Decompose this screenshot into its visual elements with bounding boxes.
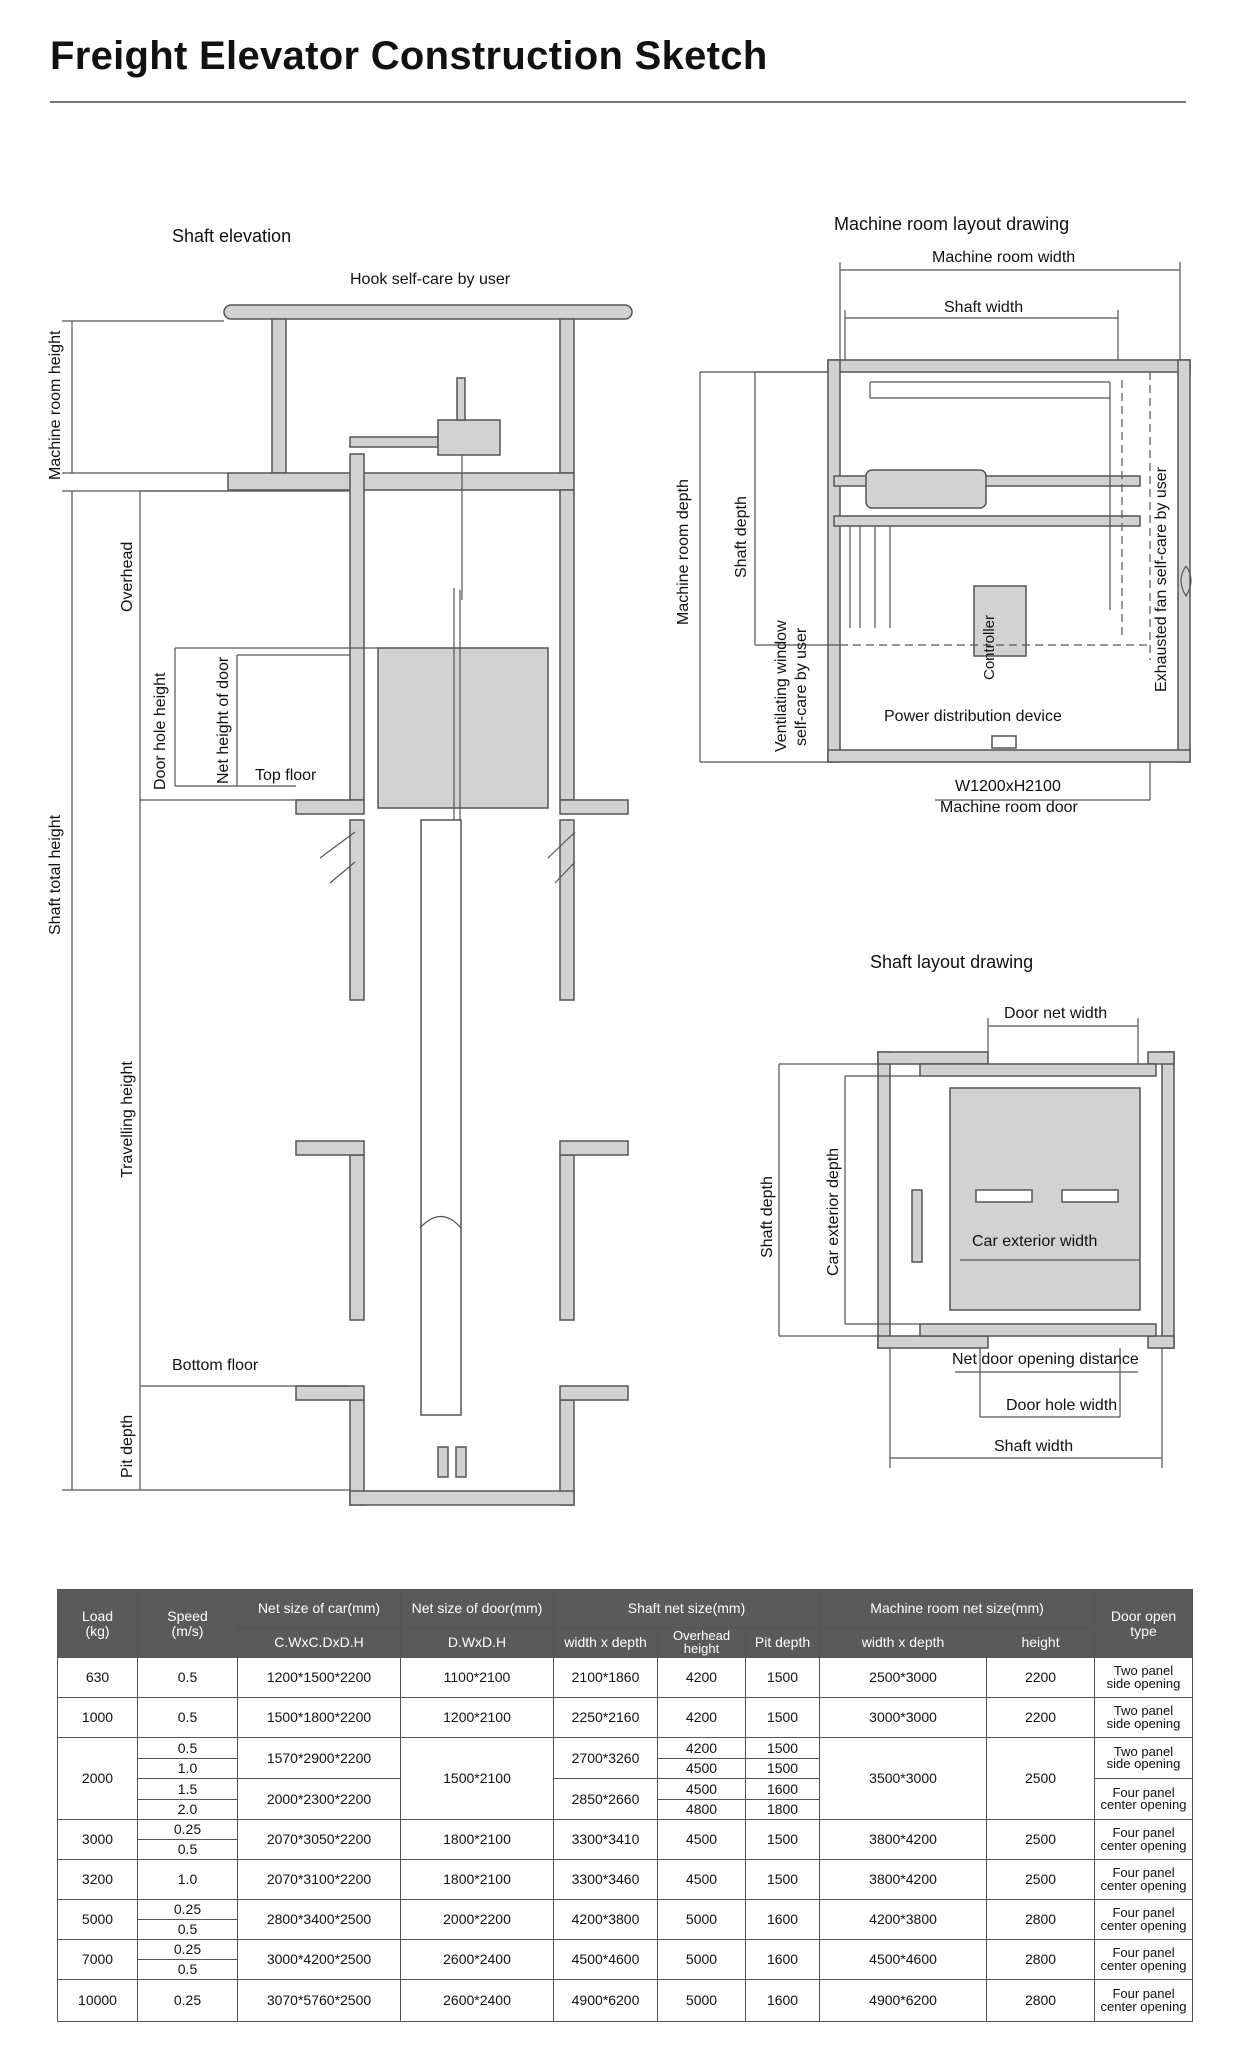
- shaft-layout-heading: Shaft layout drawing: [870, 952, 1034, 972]
- label-ventilating-window: Ventilating window: [773, 620, 790, 752]
- shaft-layout: [878, 1052, 1174, 1348]
- table-row: 630 0.5 1200*1500*2200 1100*2100 2100*1860 4200 1500 2500*3000 2200 Two panel side opening: [58, 1658, 1193, 1698]
- machine-room-layout: [828, 360, 1190, 762]
- sl-wall-left: [878, 1052, 890, 1348]
- sl-counterweight: [912, 1190, 922, 1262]
- label-door-size: W1200xH2100: [955, 778, 1061, 795]
- machine-room-wall-right: [560, 319, 574, 473]
- label-top-floor: Top floor: [255, 767, 317, 784]
- header-mr-height: height: [987, 1628, 1095, 1658]
- label-bottom-floor: Bottom floor: [172, 1357, 259, 1374]
- bottom-floor-slab-right: [560, 1386, 628, 1400]
- traction-machine-top: [866, 470, 986, 508]
- header-door-open: Door open type: [1095, 1590, 1193, 1658]
- top-floor-slab-left: [296, 800, 364, 814]
- table-row: 3000 0.25 2070*3050*2200 1800*2100 3300*3410 4500 1500 3800*4200 2500 Four panel center opening: [58, 1820, 1193, 1840]
- header-shaft-wd: width x depth: [554, 1628, 658, 1658]
- header-overhead: Overhead height: [658, 1628, 746, 1658]
- header-shaft-net: Shaft net size(mm): [554, 1590, 820, 1628]
- header-load: Load (kg): [58, 1590, 138, 1658]
- table-row: 5000 0.25 2800*3400*2500 2000*2200 4200*3800 5000 1600 4200*3800 2800 Four panel center opening: [58, 1900, 1193, 1920]
- table-row: 1.0 4500 1500: [58, 1759, 1193, 1779]
- shaft-elevation-lines: [62, 321, 575, 1490]
- counterweight-rail: [421, 820, 461, 1415]
- machine-room-wall-left: [272, 319, 286, 473]
- sl-handrail-left: [976, 1190, 1032, 1202]
- power-box: [992, 736, 1016, 748]
- header-door-sub: D.WxD.H: [401, 1628, 554, 1658]
- machine-room-floor: [228, 473, 574, 490]
- elevator-car: [378, 648, 548, 808]
- sl-wall-bottom-right: [1148, 1336, 1174, 1348]
- label-shaft-total-height: Shaft total height: [47, 814, 64, 935]
- traction-machine: [438, 420, 500, 455]
- header-pit-depth: Pit depth: [746, 1628, 820, 1658]
- sl-wall-top-right: [1148, 1052, 1174, 1064]
- mr-beam-lower: [834, 516, 1140, 526]
- label-machine-room-width: Machine room width: [932, 249, 1076, 266]
- label-mr-shaft-width: Shaft width: [944, 299, 1024, 316]
- shaft-wall-left-upper: [350, 454, 364, 800]
- label-mr-shaft-depth: Shaft depth: [733, 496, 750, 578]
- header-car-sub: C.WxC.DxD.H: [238, 1628, 401, 1658]
- table-row: 3200 1.0 2070*3100*2200 1800*2100 3300*3460 4500 1500 3800*4200 2500 Four panel center opening: [58, 1860, 1193, 1900]
- pit-floor: [350, 1491, 574, 1505]
- pit-wall-left: [350, 1400, 364, 1505]
- sl-handrail-right: [1062, 1190, 1118, 1202]
- label-net-height-of-door: Net height of door: [215, 656, 232, 784]
- table-row: 2.0 4800 1800: [58, 1800, 1193, 1820]
- shaft-elevation-heading: Shaft elevation: [172, 226, 292, 246]
- shaft-wall-left-lower: [350, 1155, 364, 1320]
- label-car-exterior-depth: Car exterior depth: [825, 1147, 842, 1276]
- mr-wall-bottom: [828, 750, 1190, 762]
- buffer-car: [438, 1447, 448, 1477]
- label-pit-depth: Pit depth: [119, 1414, 136, 1478]
- table-row: 0.5: [58, 1960, 1193, 1980]
- label-car-exterior-width: Car exterior width: [972, 1233, 1098, 1250]
- label-machine-room-height: Machine room height: [47, 330, 64, 480]
- spec-table: [57, 1589, 1193, 2022]
- label-power-distribution: Power distribution device: [884, 708, 1062, 725]
- shaft-wall-right-lower: [560, 1155, 574, 1320]
- shaft-wall-right-upper: [560, 490, 574, 800]
- label-door-net-width: Door net width: [1004, 1005, 1108, 1022]
- label-net-door-opening-distance: Net door opening distance: [952, 1351, 1139, 1368]
- buffer-counterweight: [456, 1447, 466, 1477]
- pit-wall-right: [560, 1400, 574, 1505]
- mr-wall-right: [1178, 360, 1190, 762]
- label-controller: Controller: [981, 614, 998, 680]
- label-overhead: Overhead: [119, 541, 136, 612]
- header-mr-wd: width x depth: [820, 1628, 987, 1658]
- mid-floor-slab-right: [560, 1141, 628, 1155]
- table-row: 1000 0.5 1500*1800*2200 1200*2100 2250*2160 4200 1500 3000*3000 2200 Two panel side opening: [58, 1698, 1193, 1738]
- sl-wall-bottom-left: [878, 1336, 988, 1348]
- machine-room-heading: Machine room layout drawing: [834, 214, 1070, 234]
- label-machine-room-door: Machine room door: [940, 799, 1078, 816]
- mid-floor-slab-left: [296, 1141, 364, 1155]
- label-door-hole-height: Door hole height: [152, 672, 169, 790]
- machine-beam: [350, 437, 438, 447]
- header-speed: Speed (m/s): [138, 1590, 238, 1658]
- header-machine-room-net: Machine room net size(mm): [820, 1590, 1095, 1628]
- mr-wall-left: [828, 360, 840, 762]
- label-sl-shaft-width: Shaft width: [994, 1438, 1074, 1455]
- shaft-wall-right-mid: [560, 820, 574, 1000]
- hook-bar: [457, 378, 465, 420]
- label-travelling-height: Travelling height: [119, 1061, 136, 1178]
- sl-wall-right: [1162, 1052, 1174, 1348]
- sl-car-bottom-sill: [920, 1324, 1156, 1336]
- shaft-elevation: [224, 305, 632, 1505]
- label-machine-room-depth: Machine room depth: [675, 479, 692, 625]
- table-row: 2000 0.5 1570*2900*2200 1500*2100 2700*3260 4200 1500 3500*3000 2500 Two panel side opening: [58, 1738, 1193, 1759]
- table-row: 0.5: [58, 1840, 1193, 1860]
- mr-wall-top: [828, 360, 1190, 372]
- table-row: 1.5 2000*2300*2200 2850*2660 4500 1600 Four panel center opening: [58, 1779, 1193, 1800]
- sl-wall-top-left: [878, 1052, 988, 1064]
- page-title: Freight Elevator Construction Sketch: [50, 34, 768, 78]
- label-door-hole-width: Door hole width: [1006, 1397, 1118, 1414]
- table-row: 10000 0.25 3070*5760*2500 2600*2400 4900*6200 5000 1600 4900*6200 2800 Four panel center opening: [58, 1980, 1193, 2022]
- label-ventilating-window-note: self-care by user: [793, 627, 810, 746]
- sl-car-top-sill: [920, 1064, 1156, 1076]
- table-row: 0.5: [58, 1920, 1193, 1940]
- label-exhaust-fan: Exhausted fan self-care by user: [1153, 466, 1170, 692]
- hook-note: Hook self-care by user: [350, 271, 511, 288]
- top-floor-slab-right: [560, 800, 628, 814]
- table-row: 7000 0.25 3000*4200*2500 2600*2400 4500*4600 5000 1600 4500*4600 2800 Four panel center opening: [58, 1940, 1193, 1960]
- header-net-door: Net size of door(mm): [401, 1590, 554, 1628]
- header-net-car: Net size of car(mm): [238, 1590, 401, 1628]
- label-sl-shaft-depth: Shaft depth: [759, 1176, 776, 1258]
- bottom-floor-slab-left: [296, 1386, 364, 1400]
- roof-slab: [224, 305, 632, 319]
- shaft-wall-left-mid: [350, 820, 364, 1000]
